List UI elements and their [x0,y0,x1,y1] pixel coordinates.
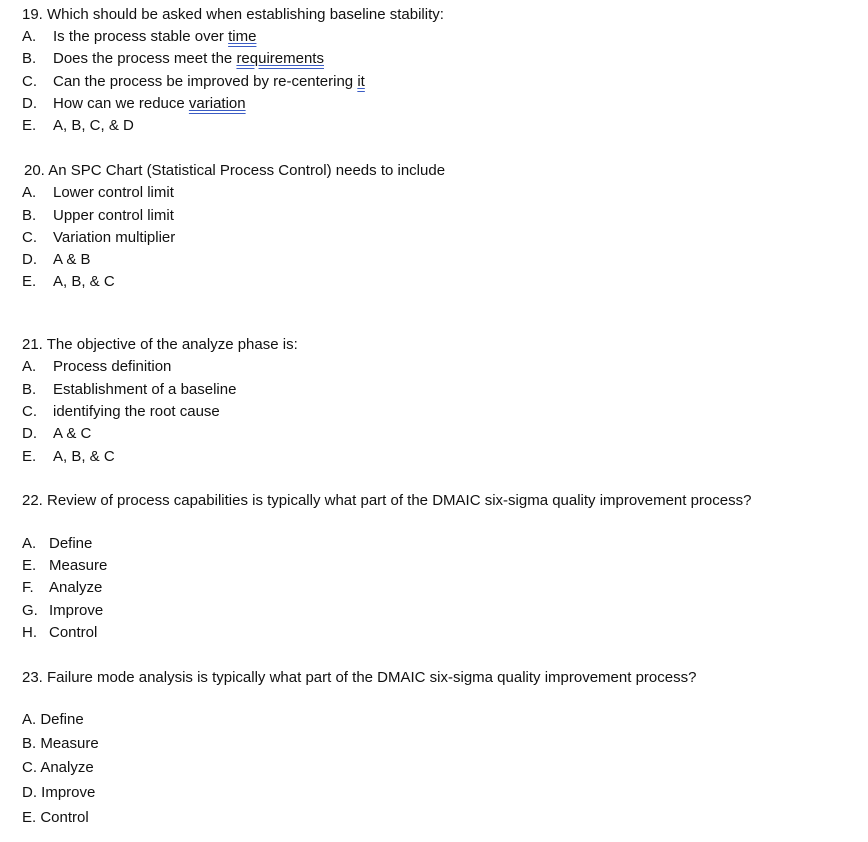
option-text: Can the process be improved by re-centering [53,73,358,90]
option-text: Improve [49,602,104,619]
option-text: Is the process stable over [53,28,229,45]
q20-option-d [22,251,91,269]
option-letter: D. [22,425,37,442]
option-text: Process definition [53,358,172,375]
q19-option-a [22,28,256,46]
q23-option-b: B. Measure [22,735,99,752]
question-22: 22. Review of process capabilities is typically what part of the DMAIC six-sigma quality improvement process? [22,492,752,509]
q21-option-e [22,448,115,466]
option-text: How can we reduce [53,95,189,112]
option-text: Does the process meet the [53,50,237,67]
question-23: 23. Failure mode analysis is typically what part of the DMAIC six-sigma quality improvement process? [22,669,697,686]
option-text: Variation multiplier [53,229,176,246]
question-19: 19. Which should be asked when establishing baseline stability: [22,6,444,23]
grammar-flagged-word[interactable]: time [228,28,257,45]
q20-option-c [22,229,175,247]
question-20: 20. An SPC Chart (Statistical Process Control) needs to include [24,162,446,179]
option-text: Define [49,535,93,552]
option-letter: D. [22,251,37,268]
q23-option-e: E. Control [22,809,89,826]
option-letter: H. [22,624,37,641]
q21-option-c [22,403,220,421]
q19-option-e [22,117,134,135]
q22-option-h [22,624,97,642]
q21-option-a [22,358,171,376]
q21-option-b [22,381,236,399]
option-text: Control [49,624,98,641]
option-letter: G. [22,602,38,619]
option-letter: E. [22,117,37,134]
option-letter: A. [22,28,37,45]
option-letter: F. [22,579,34,596]
option-text: A & C [53,425,92,442]
option-letter: C. [22,229,37,246]
q19-option-b [22,50,324,68]
q22-option-f [22,579,102,597]
option-text: A, B, & C [53,273,115,290]
q22-option-e [22,557,107,575]
option-letter: C. [22,403,37,420]
option-letter: E. [22,557,37,574]
q22-option-g [22,602,103,620]
q21-option-d [22,425,91,443]
option-letter: E. [22,448,37,465]
option-text: Lower control limit [53,184,174,201]
option-text: A & B [53,251,91,268]
grammar-flagged-word[interactable]: variation [188,95,246,112]
option-text: Measure [49,557,108,574]
option-text: Establishment of a baseline [53,381,237,398]
grammar-flagged-word[interactable]: it [357,73,365,90]
q20-option-b [22,207,174,225]
option-text: Analyze [49,579,103,596]
q19-option-c [22,73,365,91]
option-letter: E. [22,273,37,290]
q22-option-a [22,535,92,553]
q23-option-d: D. Improve [22,784,96,801]
q20-option-e [22,273,115,291]
option-text: Upper control limit [53,207,174,224]
option-text: identifying the root cause [53,403,220,420]
q23-option-a: A. Define [22,711,84,728]
option-letter: C. [22,73,37,90]
q20-option-a [22,184,174,202]
option-text: A, B, & C [53,448,115,465]
option-letter: B. [22,381,37,398]
q23-option-c: C. Analyze [22,759,94,776]
option-text: A, B, C, & D [53,117,134,134]
question-21: 21. The objective of the analyze phase is: [22,336,298,353]
q19-option-d [22,95,246,113]
grammar-flagged-word[interactable]: requirements [236,50,324,67]
option-letter: A. [22,535,37,552]
option-letter: B. [22,207,37,224]
option-letter: A. [22,358,37,375]
option-letter: B. [22,50,37,67]
option-letter: A. [22,184,37,201]
option-letter: D. [22,95,37,112]
